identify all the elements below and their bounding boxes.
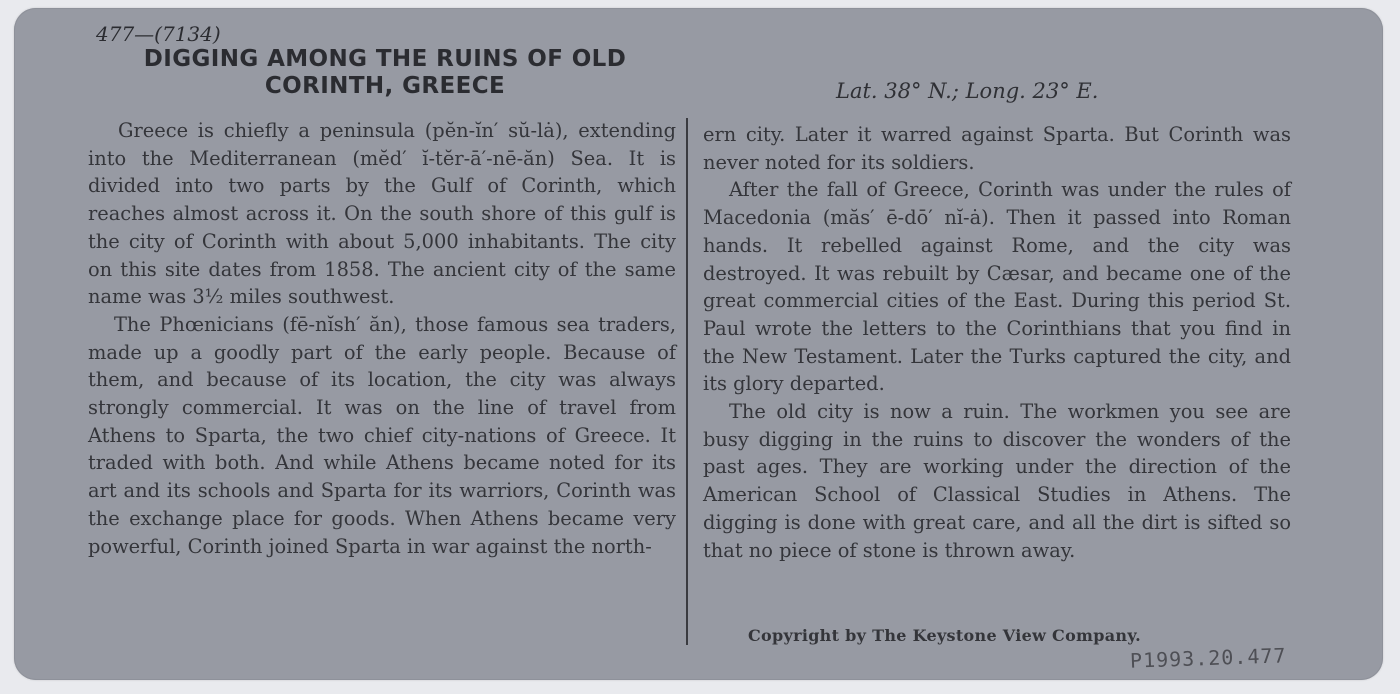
coordinates: Lat. 38° N.; Long. 23° E. <box>836 79 1099 103</box>
card-title-line-1: DIGGING AMONG THE RUINS OF OLD <box>143 46 627 72</box>
paragraph: After the fall of Greece, Corinth was under the rules of Macedonia (măs′ ē-dō′ nĭ-ȧ). Then it passed into Roman hands. It rebelled against Rome, and the city was destroyed. It was rebuilt by Cæsar, and became one of the great commercial cities of the East. During this period St. Paul wrote the letters to the Corinthians that you find in the New Testament. Later the Turks captured the city, and its glory departed. <box>703 178 1291 396</box>
paragraph: Greece is chiefly a peninsula (pĕn-ĭn′ sŭ-lȧ), extending into the Mediterranean (mĕd′ ĭ-tĕr-ā′-nē-ăn) Sea. It is divided into two parts by the Gulf of Corinth, which reaches almost across it. On the south shore of this gulf is the city of Corinth with about 5,000 inhabitants. The city on this site dates from 1858. The ancient city of the same name was 3½ miles southwest. <box>88 119 676 309</box>
left-text-column <box>88 117 676 560</box>
paragraph: The old city is now a ruin. The workmen you see are busy digging in the ruins to discover the wonders of the past ages. They are working under the direction of the American School of Classical Studies in Athens. The digging is done with great care, and all the dirt is sifted so that no piece of stone is thrown away. <box>703 400 1291 562</box>
column-divider <box>686 118 688 645</box>
paragraph: ern city. Later it warred against Sparta. But Corinth was never noted for its soldiers. <box>703 123 1291 174</box>
paragraph: The Phœnicians (fē-nĭsh′ ăn), those famous sea traders, made up a goodly part of the early people. Because of them, and because of its location, the city was always strongly commercial. It was on the line of travel from Athens to Sparta, the two chief city-nations of Greece. It traded with both. And while Athens became noted for its art and its schools and Sparta for its warriors, Corinth was the exchange place for goods. When Athens became very powerful, Corinth joined Sparta in war against the north- <box>88 312 676 558</box>
card-title-line-2: CORINTH, GREECE <box>264 73 506 99</box>
accession-number: P1993.20.477 <box>1129 643 1287 673</box>
card-title <box>80 46 690 100</box>
card-number: 477—(7134) <box>96 22 221 46</box>
right-text-column <box>703 121 1291 564</box>
copyright-notice: Copyright by The Keystone View Company. <box>748 626 1141 645</box>
